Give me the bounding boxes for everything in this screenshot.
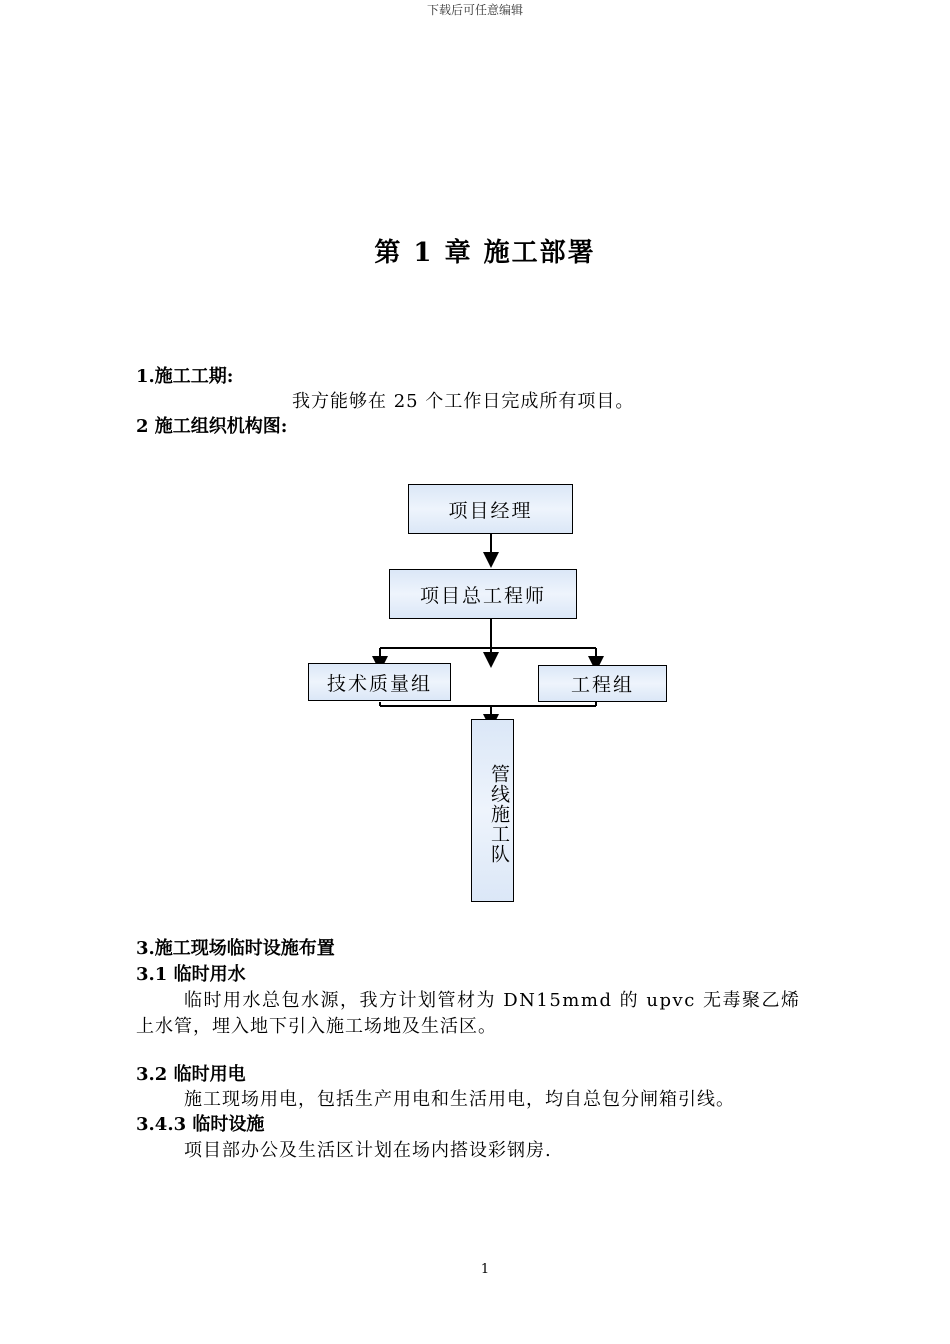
org-box-chief-engineer: 项目总工程师: [389, 569, 577, 619]
header-note: 下载后可任意编辑: [426, 3, 523, 17]
page-number: 1: [480, 1262, 490, 1277]
org-box-tech-quality: 技术质量组: [308, 663, 451, 701]
section-3-2-text: 施工现场用电，包括生产用电和生活用电，均自总包分闸箱引线。: [184, 1089, 735, 1110]
section-3-1-text-line1: 临时用水总包水源，我方计划管材为 DN15mmd 的 upvc 无毒聚乙烯: [184, 990, 801, 1011]
section-3-4-3-heading: 3.4.3 临时设施: [136, 1114, 265, 1135]
org-box-project-manager: 项目经理: [408, 484, 573, 534]
section-3-heading: 3.施工现场临时设施布置: [136, 938, 335, 959]
section-1-heading: 1.施工工期:: [136, 366, 234, 387]
section-3-4-3-text: 项目部办公及生活区计划在场内搭设彩钢房.: [184, 1140, 552, 1161]
org-box-engineering: 工程组: [538, 665, 667, 702]
section-2-heading: 2 施工组织机构图:: [136, 416, 288, 437]
chapter-title: 第 1 章 施工部署: [374, 238, 596, 268]
section-3-1-heading: 3.1 临时用水: [136, 964, 246, 985]
section-1-text: 我方能够在 25 个工作日完成所有项目。: [292, 391, 635, 412]
org-box-pipeline-team: 管线施工队: [471, 719, 514, 902]
section-3-2-heading: 3.2 临时用电: [136, 1064, 246, 1085]
section-3-1-text-line2: 上水管，埋入地下引入施工场地及生活区。: [136, 1016, 497, 1037]
